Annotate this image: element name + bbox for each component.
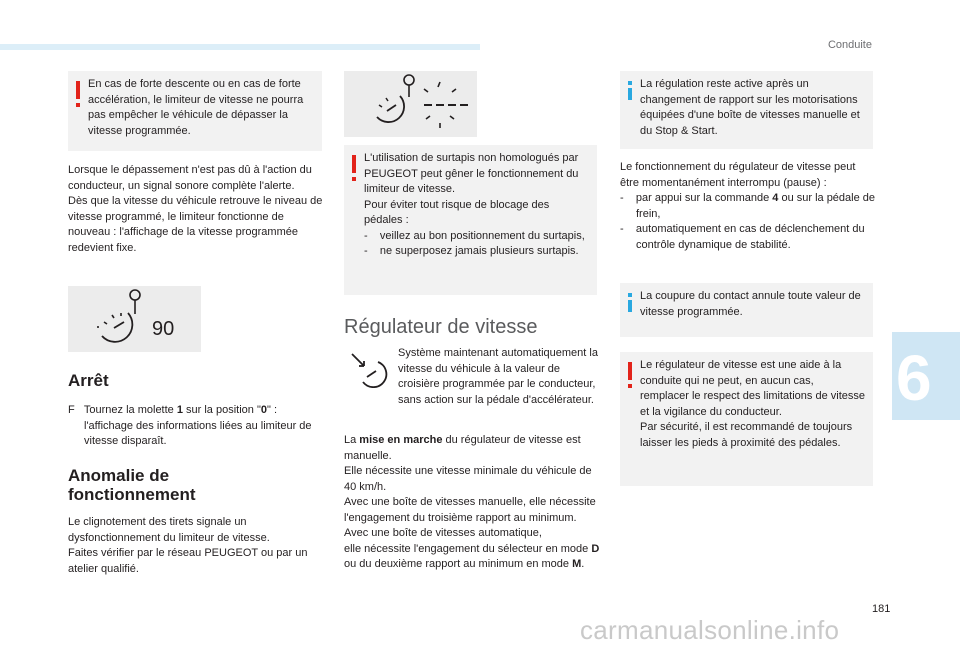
warning-icon: [628, 362, 632, 380]
mise-en-marche-bold: mise en marche: [359, 434, 443, 446]
pause-intro: Le fonctionnement du régulateur de vitesse peut être momentanément interrompu (pause) :: [620, 161, 856, 189]
pause-paragraph: [620, 160, 876, 253]
driving-aid-warning: Le régulateur de vitesse est une aide à la conduite qui ne peut, en aucun cas, remplacer le respect des limitations de vitesse et la vigilance du conducteur.: [640, 359, 865, 418]
pause-item: - par appui sur la commande 4 ou sur la pédale de frein,: [620, 192, 876, 220]
control-number: 1: [176, 404, 183, 416]
info-icon: [628, 81, 632, 85]
floor-mat-item: - ne superposez jamais plusieurs surtapis.: [364, 245, 579, 257]
warning-box-descent: [68, 71, 322, 151]
warning-box-floor-mats: [344, 145, 597, 295]
feet-near-pedals-text: Par sécurité, il est recommandé de toujours laisser les pieds à proximité des pédales.: [640, 421, 853, 449]
overspeed-alert-text: Lorsque le dépassement n'est pas dû à l'action du conducteur, un signal sonore complète l'alerte.: [68, 164, 312, 192]
pedal-block-warning: Pour éviter tout risque de blocage des pédales :: [364, 198, 550, 226]
blinking-display-figure: [344, 71, 477, 137]
warning-icon: [352, 155, 356, 173]
mode-m: M: [572, 558, 582, 570]
mode-d: D: [591, 542, 600, 555]
info-icon: [628, 293, 632, 297]
warning-box-driving-aid: [620, 352, 873, 486]
auto-gearbox-text: Avec une boîte de vitesses automatique,: [344, 527, 542, 539]
overspeed-resume-text: Dès que la vitesse du véhicule retrouve le niveau de vitesse programmé, le limiteur fonctionne de nouveau : l'affichage de la vitesse programmée redevient fixe.: [68, 195, 323, 254]
position-zero: 0: [260, 404, 267, 416]
regulateur-activation: La mise en marche du régulateur de vitesse est manuelle. Elle nécessite une vitesse minimale du véhicule de 40 km/h. Avec une boîte de vitesses manuelle, elle nécessite l'engagement du troisième rapport au minimum. Avec une boîte de vitesses automatique, elle nécessite l'engagement du sélecteur en mode D ou du deuxième rapport au minimum en mode M.: [344, 434, 600, 570]
min-speed-text: Elle nécessite une vitesse minimale du véhicule de 40 km/h.: [344, 465, 592, 493]
cruise-control-icon: [350, 352, 390, 388]
warning-icon: [76, 81, 80, 99]
chapter-number: 6: [896, 342, 932, 414]
anomalie-paragraph: [68, 515, 324, 577]
blinking-speedometer-icon: [344, 71, 477, 137]
floor-mat-item: - veillez au bon positionnement du surtapis,: [364, 229, 585, 242]
limiter-display-figure: [68, 286, 201, 352]
workshop-text: Faites vérifier par le réseau PEUGEOT ou par un atelier qualifié.: [68, 547, 308, 575]
limiter-speed-value: 90: [152, 318, 175, 340]
warning-text: En cas de forte descente ou en cas de forte accélération, le limiteur de vitesse ne pourra pas empêcher le véhicule de dépasser la vitesse programmée.: [88, 78, 304, 137]
regulateur-heading: Régulateur de vitesse: [344, 316, 538, 338]
info-text: La coupure du contact annule toute valeur de vitesse programmée.: [640, 290, 861, 318]
overspeed-paragraph: [68, 163, 324, 256]
header-bar: [0, 44, 480, 50]
arret-instruction: F Tournez la molette 1 sur la position "0" : l'affichage des informations liées au limiteur de vitesse disparaît.: [68, 404, 312, 447]
anomalie-heading: Anomalie de fonctionnement: [68, 466, 196, 504]
section-title: Conduite: [827, 39, 872, 51]
arret-heading: Arrêt: [68, 371, 109, 390]
bullet-arrow-icon: F: [68, 404, 75, 416]
speedometer-icon: [68, 286, 201, 352]
regulateur-description: Système maintenant automatiquement la vitesse du véhicule à la valeur de croisière programmée par le conducteur, sans action sur la pédale d'accélérateur.: [398, 347, 598, 406]
floor-mat-warning: L'utilisation de surtapis non homologués par PEUGEOT peut gêner le fonctionnement du limiteur de vitesse.: [364, 152, 579, 195]
pause-item: - automatiquement en cas de déclenchement du contrôle dynamique de stabilité.: [620, 223, 865, 251]
blinking-dashes-text: Le clignotement des tirets signale un dysfonctionnement du limiteur de vitesse.: [68, 516, 270, 544]
info-box-regulation: [620, 71, 873, 149]
manual-gearbox-text: Avec une boîte de vitesses manuelle, elle nécessite l'engagement du troisième rapport au minimum.: [344, 496, 596, 524]
page-number: 181: [872, 603, 891, 615]
info-text: La régulation reste active après un changement de rapport sur les motorisations équipées d'une boîte de vitesses manuelle et du Stop & Start.: [640, 78, 860, 137]
info-box-ignition: [620, 283, 873, 337]
watermark: carmanualsonline.info: [580, 615, 840, 645]
